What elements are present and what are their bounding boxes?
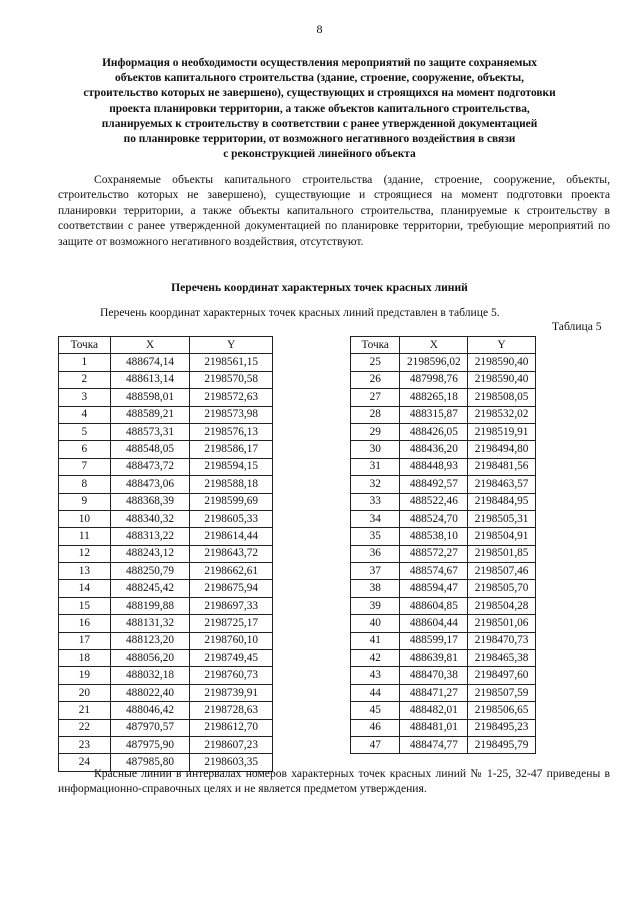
table-row <box>351 441 536 458</box>
table-row <box>59 441 273 458</box>
heading-line: объектов капитального строительства (здание, строение, сооружение, объекты, <box>115 72 524 85</box>
cell-x: 488522,46 <box>400 493 468 510</box>
cell-point: 3 <box>59 389 111 406</box>
cell-y: 2198612,70 <box>190 719 273 736</box>
cell-x: 488471,27 <box>400 684 468 701</box>
cell-x: 488598,01 <box>110 389 190 406</box>
cell-y: 2198505,70 <box>468 580 536 597</box>
cell-y: 2198508,05 <box>468 389 536 406</box>
table-row <box>59 354 273 371</box>
cell-point: 45 <box>351 702 400 719</box>
cell-point: 11 <box>59 528 111 545</box>
cell-y: 2198501,06 <box>468 615 536 632</box>
cell-y: 2198494,80 <box>468 441 536 458</box>
table-row <box>351 423 536 440</box>
cell-y: 2198586,17 <box>190 441 273 458</box>
table-row <box>59 493 273 510</box>
cell-point: 37 <box>351 563 400 580</box>
cell-x: 488368,39 <box>110 493 190 510</box>
cell-point: 13 <box>59 563 111 580</box>
table-caption: Таблица 5 <box>552 320 602 333</box>
cell-x: 488426,05 <box>400 423 468 440</box>
cell-y: 2198643,72 <box>190 545 273 562</box>
cell-x: 488613,14 <box>110 371 190 388</box>
table-row <box>59 597 273 614</box>
cell-x: 488243,12 <box>110 545 190 562</box>
table-row <box>351 493 536 510</box>
cell-y: 2198599,69 <box>190 493 273 510</box>
cell-y: 2198495,23 <box>468 719 536 736</box>
cell-y: 2198465,38 <box>468 650 536 667</box>
table-row <box>59 423 273 440</box>
coordinates-table-right <box>350 336 536 754</box>
cell-y: 2198507,59 <box>468 684 536 701</box>
table-row <box>59 458 273 475</box>
cell-y: 2198614,44 <box>190 528 273 545</box>
table-row <box>351 458 536 475</box>
section-subheading: Перечень координат характерных точек красных линий <box>171 281 468 294</box>
cell-x: 488123,20 <box>110 632 190 649</box>
cell-x: 488470,38 <box>400 667 468 684</box>
table-row <box>351 563 536 580</box>
table-row <box>351 580 536 597</box>
cell-x: 488572,27 <box>400 545 468 562</box>
cell-y: 2198507,46 <box>468 563 536 580</box>
table-row <box>59 528 273 545</box>
header-y: Y <box>468 337 536 354</box>
cell-x: 488473,72 <box>110 458 190 475</box>
cell-point: 41 <box>351 632 400 649</box>
table-row <box>59 615 273 632</box>
heading-line: по планировке территории, от возможного негативного воздействия в связи <box>123 133 516 146</box>
header-x: X <box>400 337 468 354</box>
cell-point: 47 <box>351 736 400 753</box>
table-row <box>59 632 273 649</box>
cell-point: 33 <box>351 493 400 510</box>
document-heading <box>58 56 581 162</box>
cell-y: 2198605,33 <box>190 510 273 527</box>
cell-x: 488548,05 <box>110 441 190 458</box>
cell-x: 488474,77 <box>400 736 468 753</box>
table-row <box>351 389 536 406</box>
cell-x: 488538,10 <box>400 528 468 545</box>
cell-point: 14 <box>59 580 111 597</box>
table-row <box>351 371 536 388</box>
cell-x: 488473,06 <box>110 476 190 493</box>
cell-x: 488448,93 <box>400 458 468 475</box>
cell-point: 2 <box>59 371 111 388</box>
cell-point: 18 <box>59 650 111 667</box>
cell-x: 487970,57 <box>110 719 190 736</box>
header-point: Точка <box>59 337 111 354</box>
table-row <box>59 476 273 493</box>
cell-x: 488022,40 <box>110 684 190 701</box>
table-row <box>59 406 273 423</box>
cell-y: 2198662,61 <box>190 563 273 580</box>
cell-point: 34 <box>351 510 400 527</box>
cell-x: 488574,67 <box>400 563 468 580</box>
cell-x: 488639,81 <box>400 650 468 667</box>
cell-point: 23 <box>59 736 111 753</box>
heading-line: планируемых к строительству в соответствии с ранее утвержденной документацией <box>101 117 538 130</box>
cell-point: 8 <box>59 476 111 493</box>
table-header-row <box>351 337 536 354</box>
table-row <box>351 615 536 632</box>
table-row <box>351 719 536 736</box>
cell-point: 20 <box>59 684 111 701</box>
cell-point: 38 <box>351 580 400 597</box>
cell-y: 2198594,15 <box>190 458 273 475</box>
cell-point: 35 <box>351 528 400 545</box>
cell-point: 15 <box>59 597 111 614</box>
cell-y: 2198532,02 <box>468 406 536 423</box>
cell-point: 7 <box>59 458 111 475</box>
cell-x: 488046,42 <box>110 702 190 719</box>
cell-point: 25 <box>351 354 400 371</box>
cell-y: 2198760,10 <box>190 632 273 649</box>
cell-y: 2198519,91 <box>468 423 536 440</box>
cell-point: 42 <box>351 650 400 667</box>
cell-x: 488313,22 <box>110 528 190 545</box>
cell-y: 2198590,40 <box>468 371 536 388</box>
cell-point: 40 <box>351 615 400 632</box>
cell-y: 2198463,57 <box>468 476 536 493</box>
cell-point: 6 <box>59 441 111 458</box>
coordinates-table-left <box>58 336 273 772</box>
table-row <box>351 354 536 371</box>
cell-x: 488594,47 <box>400 580 468 597</box>
table-row <box>351 684 536 701</box>
cell-x: 488481,01 <box>400 719 468 736</box>
cell-x: 488315,87 <box>400 406 468 423</box>
table-row <box>59 580 273 597</box>
table-row <box>59 702 273 719</box>
table-row <box>351 667 536 684</box>
cell-point: 30 <box>351 441 400 458</box>
cell-x: 488604,44 <box>400 615 468 632</box>
cell-x: 2198596,02 <box>400 354 468 371</box>
cell-y: 2198506,65 <box>468 702 536 719</box>
cell-x: 488250,79 <box>110 563 190 580</box>
cell-y: 2198484,95 <box>468 493 536 510</box>
cell-point: 22 <box>59 719 111 736</box>
table-row <box>59 371 273 388</box>
cell-x: 488340,32 <box>110 510 190 527</box>
table-row <box>351 736 536 753</box>
cell-y: 2198481,56 <box>468 458 536 475</box>
table-row <box>351 702 536 719</box>
table-row <box>59 545 273 562</box>
cell-y: 2198749,45 <box>190 650 273 667</box>
cell-y: 2198607,23 <box>190 736 273 753</box>
heading-line: Информация о необходимости осуществления мероприятий по защите сохраняемых <box>102 57 537 69</box>
cell-point: 12 <box>59 545 111 562</box>
cell-y: 2198495,79 <box>468 736 536 753</box>
cell-x: 488492,57 <box>400 476 468 493</box>
cell-y: 2198572,63 <box>190 389 273 406</box>
cell-point: 16 <box>59 615 111 632</box>
cell-y: 2198728,63 <box>190 702 273 719</box>
table-row <box>351 545 536 562</box>
cell-x: 488245,42 <box>110 580 190 597</box>
cell-x: 488032,18 <box>110 667 190 684</box>
cell-point: 26 <box>351 371 400 388</box>
cell-point: 44 <box>351 684 400 701</box>
table-row <box>59 389 273 406</box>
header-point: Точка <box>351 337 400 354</box>
cell-y: 2198588,18 <box>190 476 273 493</box>
cell-x: 488573,31 <box>110 423 190 440</box>
cell-y: 2198470,73 <box>468 632 536 649</box>
cell-point: 1 <box>59 354 111 371</box>
cell-x: 488604,85 <box>400 597 468 614</box>
cell-y: 2198725,17 <box>190 615 273 632</box>
cell-point: 19 <box>59 667 111 684</box>
table-row <box>351 476 536 493</box>
header-y: Y <box>190 337 273 354</box>
cell-y: 2198603,35 <box>190 754 273 771</box>
cell-x: 488524,70 <box>400 510 468 527</box>
cell-x: 488436,20 <box>400 441 468 458</box>
table-header-row <box>59 337 273 354</box>
cell-y: 2198675,94 <box>190 580 273 597</box>
intro-paragraph: Сохраняемые объекты капитального строительства (здание, строение, сооружение, объекты, строительство которых не завершено), существующие и строящиеся на момент подготовки проекта планировки территории, а также объекты капитального строительства, планируемые к строительству в соответствии с ранее утвержденной документацией по планировке территории, требующие мероприятий по защите от возможного негативного воздействия, отсутствуют. <box>58 173 610 248</box>
heading-line: проекта планировки территории, а также объектов капитального строительства, <box>109 102 530 115</box>
cell-y: 2198504,91 <box>468 528 536 545</box>
cell-y: 2198561,15 <box>190 354 273 371</box>
cell-y: 2198590,40 <box>468 354 536 371</box>
table-row <box>59 563 273 580</box>
table-row <box>351 650 536 667</box>
page-number: 8 <box>316 22 323 36</box>
cell-y: 2198504,28 <box>468 597 536 614</box>
cell-point: 43 <box>351 667 400 684</box>
cell-y: 2198760,73 <box>190 667 273 684</box>
cell-x: 487985,80 <box>110 754 190 771</box>
cell-point: 21 <box>59 702 111 719</box>
table-row <box>59 719 273 736</box>
cell-y: 2198570,58 <box>190 371 273 388</box>
cell-point: 17 <box>59 632 111 649</box>
cell-point: 10 <box>59 510 111 527</box>
table-row <box>59 684 273 701</box>
cell-y: 2198697,33 <box>190 597 273 614</box>
header-x: X <box>110 337 190 354</box>
cell-x: 488589,21 <box>110 406 190 423</box>
cell-x: 488599,17 <box>400 632 468 649</box>
cell-point: 39 <box>351 597 400 614</box>
table-row <box>351 632 536 649</box>
cell-point: 31 <box>351 458 400 475</box>
table-row <box>351 510 536 527</box>
cell-point: 9 <box>59 493 111 510</box>
cell-point: 36 <box>351 545 400 562</box>
table-intro-text: Перечень координат характерных точек красных линий представлен в таблице 5. <box>100 306 500 319</box>
table-row <box>59 650 273 667</box>
cell-y: 2198573,98 <box>190 406 273 423</box>
cell-point: 4 <box>59 406 111 423</box>
cell-point: 5 <box>59 423 111 440</box>
table-row <box>351 528 536 545</box>
closing-paragraph: Красные линии в интервалах номеров характерных точек красных линий № 1-25, 32-47 приведены в информационно-справочных целях и не является предметом утверждения. <box>58 767 610 796</box>
cell-point: 28 <box>351 406 400 423</box>
cell-x: 488674,14 <box>110 354 190 371</box>
table-row <box>351 597 536 614</box>
heading-line: с реконструкцией линейного объекта <box>223 148 416 161</box>
cell-x: 487998,76 <box>400 371 468 388</box>
cell-y: 2198739,91 <box>190 684 273 701</box>
cell-y: 2198576,13 <box>190 423 273 440</box>
cell-point: 24 <box>59 754 111 771</box>
table-row <box>351 406 536 423</box>
cell-x: 488482,01 <box>400 702 468 719</box>
table-row <box>59 510 273 527</box>
table-row <box>59 667 273 684</box>
cell-x: 488131,32 <box>110 615 190 632</box>
cell-point: 46 <box>351 719 400 736</box>
cell-x: 488199,88 <box>110 597 190 614</box>
cell-x: 488265,18 <box>400 389 468 406</box>
cell-point: 27 <box>351 389 400 406</box>
cell-y: 2198497,60 <box>468 667 536 684</box>
cell-x: 487975,90 <box>110 736 190 753</box>
table-row <box>59 736 273 753</box>
cell-point: 29 <box>351 423 400 440</box>
cell-point: 32 <box>351 476 400 493</box>
heading-line: строительство которых не завершено), существующих и строящихся на момент подготовки <box>83 87 556 100</box>
cell-y: 2198501,85 <box>468 545 536 562</box>
cell-y: 2198505,31 <box>468 510 536 527</box>
cell-x: 488056,20 <box>110 650 190 667</box>
